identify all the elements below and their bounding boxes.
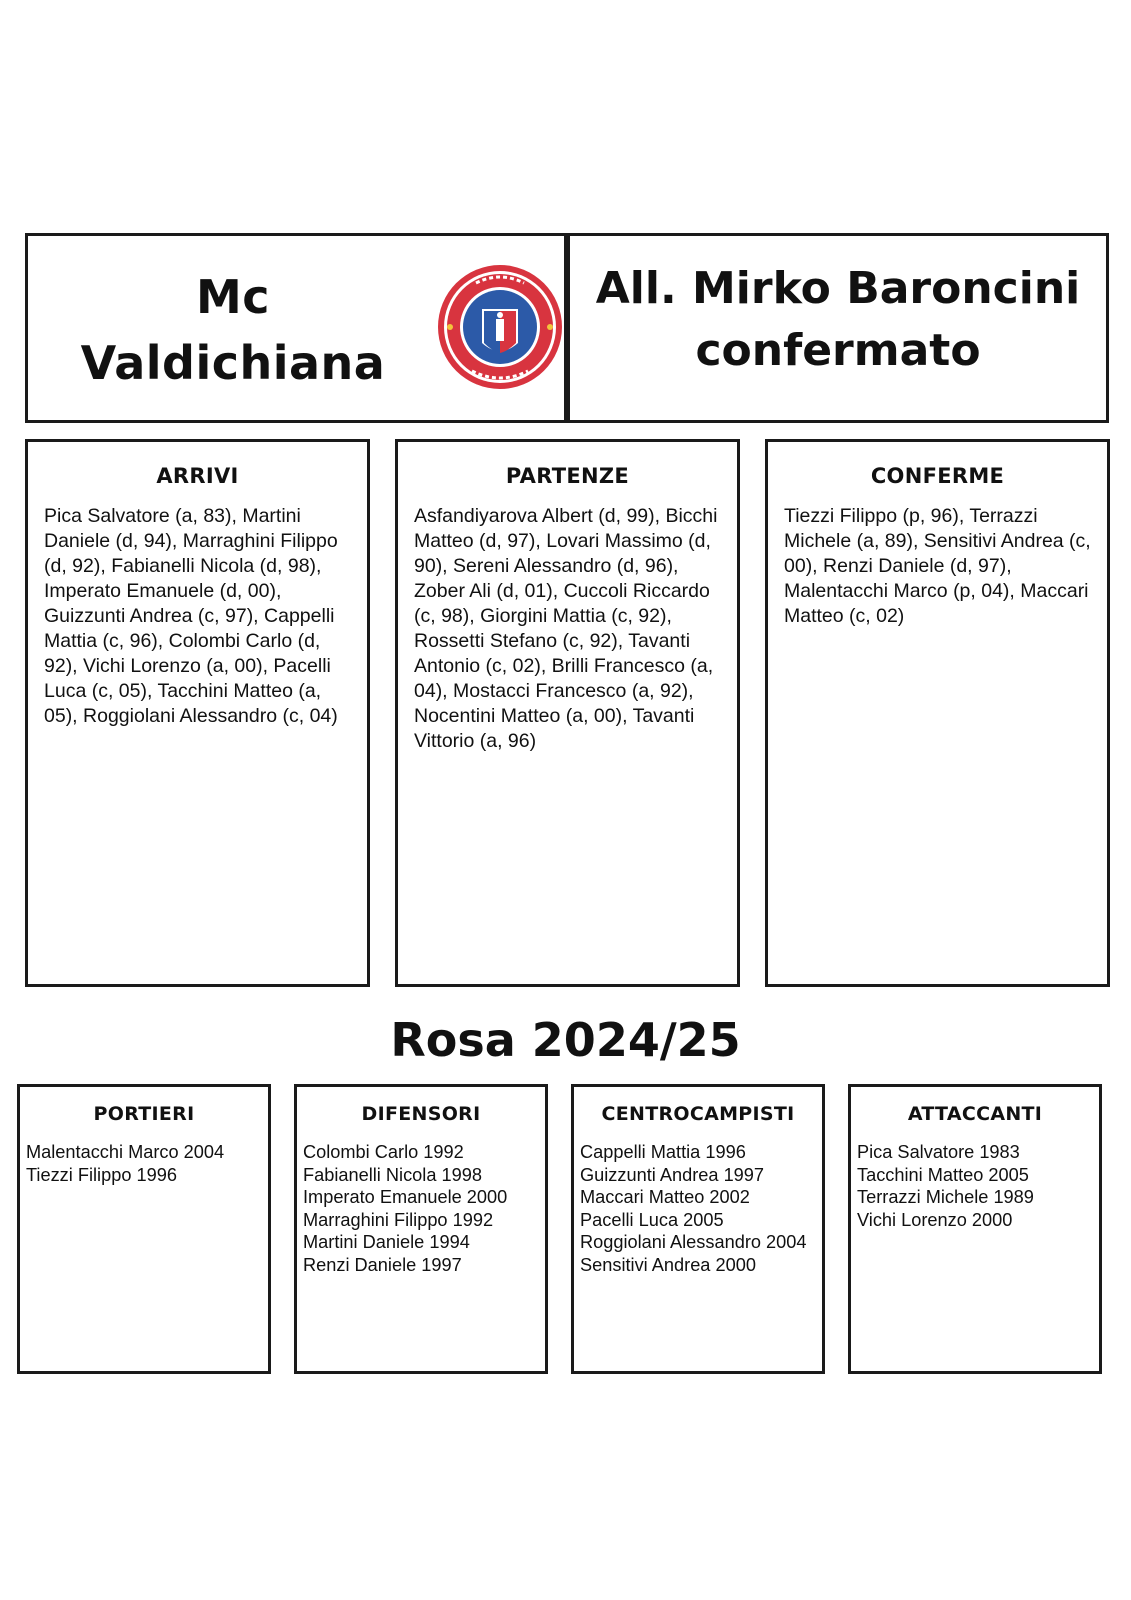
- arrivi-text: Pica Salvatore (a, 83), Martini Daniele (d, 94), Marraghini Filippo (d, 92), Fabianelli Nicola (d, 98), Imperato Emanuele (d, 00), Guizzunti Andrea (c, 97), Cappelli Mattia (c, 96), Colombi Carlo (d, 92), Vichi Lorenzo (a, 00), Pacelli Luca (c, 05), Tacchini Matteo (a, 05), Roggiolani Alessandro (c, 04): [44, 505, 338, 727]
- partenze-box: [395, 439, 740, 987]
- partenze-title: PARTENZE: [505, 464, 630, 488]
- attaccanti-title: ATTACCANTI: [907, 1103, 1043, 1125]
- arrivi-box: [25, 439, 370, 987]
- centrocampisti-list: [580, 1141, 822, 1276]
- conferme-title: CONFERME: [870, 464, 1005, 488]
- coach-announcement: [570, 258, 1106, 382]
- list-item: Cappelli Mattia 1996: [580, 1142, 746, 1162]
- rosa-title: Rosa 2024/25: [390, 1013, 741, 1067]
- list-item: Sensitivi Andrea 2000: [580, 1254, 756, 1275]
- list-item: Tacchini Matteo 2005: [857, 1164, 1029, 1185]
- list-item: Martini Daniele 1994: [303, 1232, 470, 1252]
- coach-line2: confermato: [695, 325, 981, 376]
- team-name: [68, 264, 398, 396]
- list-item: Marraghini Filippo 1992: [303, 1209, 494, 1230]
- portieri-title: PORTIERI: [93, 1103, 195, 1125]
- centrocampisti-title: CENTROCAMPISTI: [601, 1103, 795, 1125]
- list-item: Colombi Carlo 1992: [303, 1142, 464, 1162]
- list-item: Tiezzi Filippo 1996: [26, 1164, 177, 1185]
- difensori-title: DIFENSORI: [361, 1103, 481, 1125]
- list-item: Roggiolani Alessandro 2004: [580, 1232, 807, 1252]
- club-crest-icon: [436, 263, 564, 391]
- portieri-box: [17, 1084, 271, 1374]
- team-header-box: [25, 233, 567, 423]
- team-name-line1: Mc: [195, 270, 271, 324]
- list-item: Fabianelli Nicola 1998: [303, 1164, 482, 1185]
- partenze-text: Asfandiyarova Albert (d, 99), Bicchi Matteo (d, 97), Lovari Massimo (d, 90), Sereni Alessandro (d, 96), Zober Ali (d, 01), Cuccoli Riccardo (c, 98), Giorgini Mattia (c, 92), Rossetti Stefano (c, 92), Tavanti Antonio (c, 02), Brilli Francesco (a, 04), Mostacci Francesco (a, 92), Nocentini Matteo (a, 00), Tavanti Vittorio (a, 96): [414, 505, 718, 752]
- list-item: Guizzunti Andrea 1997: [580, 1164, 765, 1185]
- list-item: Malentacchi Marco 2004: [26, 1142, 225, 1162]
- list-item: Terrazzi Michele 1989: [857, 1187, 1034, 1207]
- attaccanti-list: [857, 1141, 1099, 1231]
- list-item: Maccari Matteo 2002: [580, 1187, 750, 1207]
- difensori-list: [303, 1141, 545, 1276]
- conferme-box: [765, 439, 1110, 987]
- arrivi-title: ARRIVI: [156, 464, 239, 488]
- list-item: Pacelli Luca 2005: [580, 1209, 724, 1230]
- list-item: Vichi Lorenzo 2000: [857, 1209, 1013, 1230]
- difensori-box: [294, 1084, 548, 1374]
- conferme-text: Tiezzi Filippo (p, 96), Terrazzi Michele (a, 89), Sensitivi Andrea (c, 00), Renzi Daniele (d, 97), Malentacchi Marco (p, 04), Maccari Matteo (c, 02): [784, 505, 1091, 627]
- coach-line1: All. Mirko Baroncini: [595, 263, 1081, 314]
- centrocampisti-box: [571, 1084, 825, 1374]
- portieri-list: [26, 1141, 268, 1186]
- team-name-line2: Valdichiana: [80, 336, 386, 390]
- list-item: Renzi Daniele 1997: [303, 1254, 462, 1275]
- list-item: Imperato Emanuele 2000: [303, 1187, 508, 1207]
- coach-header-box: [567, 233, 1109, 423]
- attaccanti-box: [848, 1084, 1102, 1374]
- list-item: Pica Salvatore 1983: [857, 1142, 1020, 1162]
